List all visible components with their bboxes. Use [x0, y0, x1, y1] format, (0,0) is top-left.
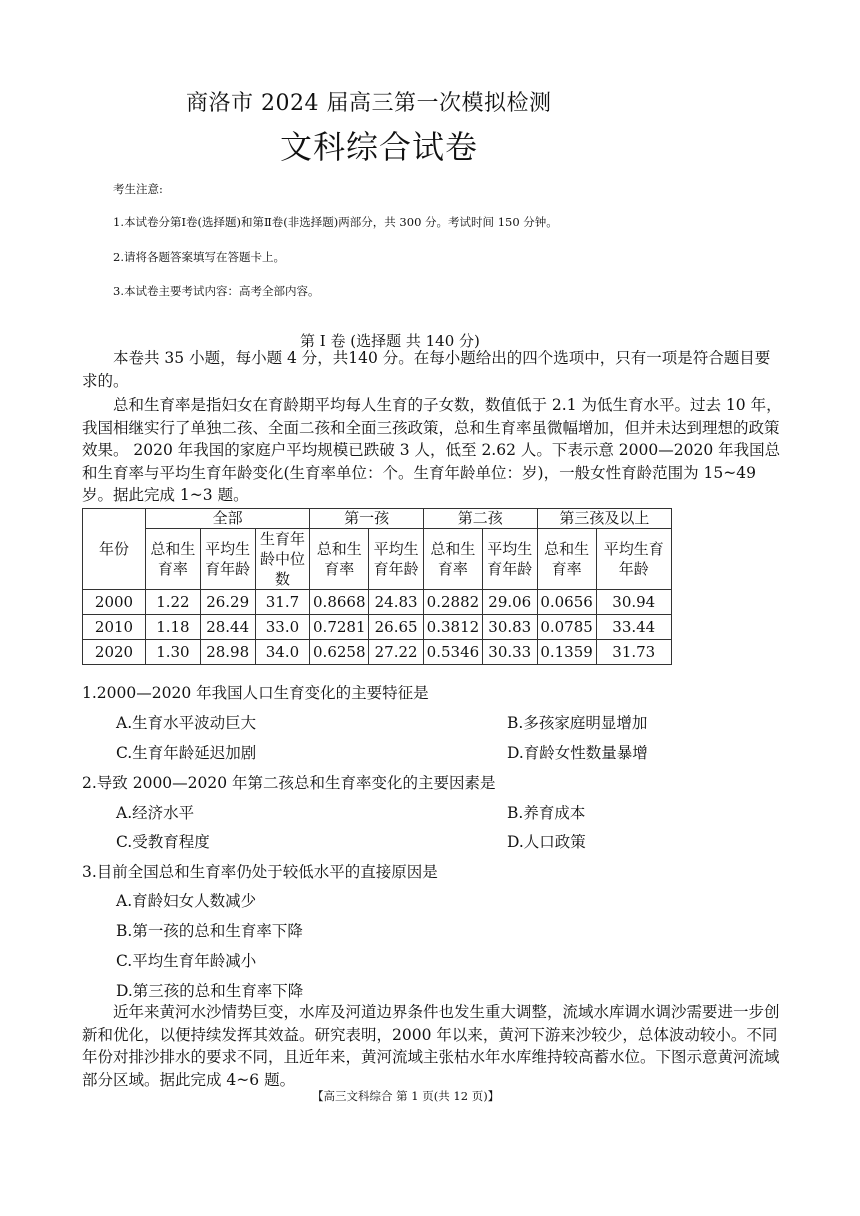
table-cell: 28.98: [200, 640, 255, 665]
table-cell: 2000: [83, 590, 146, 615]
q3-option-a: A.育龄妇女人数减少: [116, 892, 257, 910]
page-footer: 【高三文科综合 第 1 页(共 12 页)】: [312, 1089, 500, 1103]
table-cell: 30.33: [482, 640, 537, 665]
question-3-stem: 3.目前全国总和生育率仍处于较低水平的直接原因是: [82, 863, 438, 881]
group-header-third: 第三孩及以上: [537, 509, 671, 529]
notes-heading: 考生注意:: [113, 182, 163, 196]
table-cell: 2020: [83, 640, 146, 665]
subheader: 平均生育年龄: [596, 529, 671, 590]
table-cell: 33.0: [255, 615, 310, 640]
q2-option-d: D.人口政策: [507, 833, 586, 851]
q1-option-c: C.生育年龄延迟加剧: [116, 744, 257, 762]
subheader: 总和生育率: [537, 529, 596, 590]
subheader: 平均生育年龄: [200, 529, 255, 590]
exam-title-line2: 文科综合试卷: [280, 128, 479, 166]
table-cell: 34.0: [255, 640, 310, 665]
table-cell: 0.0785: [537, 615, 596, 640]
group-header-first: 第一孩: [310, 509, 424, 529]
question-2-stem: 2.导致 2000—2020 年第二孩总和生育率变化的主要因素是: [82, 774, 496, 792]
year-header: 年份: [83, 509, 146, 590]
subheader: 总和生育率: [146, 529, 201, 590]
table-cell: 0.3812: [423, 615, 482, 640]
table-cell: 2010: [83, 615, 146, 640]
table-cell: 0.0656: [537, 590, 596, 615]
group-header-all: 全部: [146, 509, 310, 529]
fertility-table: [82, 508, 672, 665]
table-cell: 26.65: [369, 615, 424, 640]
table-cell: 30.83: [482, 615, 537, 640]
table-cell: 1.22: [146, 590, 201, 615]
subheader: 生育年龄中位数: [255, 529, 310, 590]
table-cell: 0.6258: [310, 640, 369, 665]
q3-option-d: D.第三孩的总和生育率下降: [116, 982, 304, 1000]
section-instruction: 本卷共 35 小题，每小题 4 分，共140 分。在每小题给出的四个选项中，只有一项是符合题目要求的。: [82, 349, 771, 390]
table-cell: 1.30: [146, 640, 201, 665]
passage-fertility: 总和生育率是指妇女在育龄期平均每人生育的子女数，数值低于 2.1 为低生育水平。过去 10 年，我国相继实行了单独二孩、全面二孩和全面三孩政策，总和生育率虽微幅增加，但并未达到理想的政策效果。 2020 年我国的家庭户平均规模已跌破 3 人，低至 2.62 人。下表示意 2000—2020 年我国总和生育率与平均生育年龄变化(生育率单位：个。生育年龄单位：岁)，一般女性育龄范围为 15~49 岁。据此完成 1~3 题。: [82, 396, 782, 504]
note-item-3: 3.本试卷主要考试内容：高考全部内容。: [113, 284, 320, 298]
table-row: [83, 640, 672, 665]
table-cell: 1.18: [146, 615, 201, 640]
note-item-2: 2.请将各题答案填写在答题卡上。: [113, 250, 285, 264]
table-cell: 0.7281: [310, 615, 369, 640]
table-cell: 0.2882: [423, 590, 482, 615]
table-cell: 26.29: [200, 590, 255, 615]
subheader: 平均生育年龄: [369, 529, 424, 590]
table-row: [83, 590, 672, 615]
q2-option-b: B.养育成本: [507, 804, 586, 822]
passage-yellow-river: 近年来黄河水沙情势巨变，水库及河道边界条件也发生重大调整，流域水库调水调沙需要进一步创新和优化，以便持续发挥其效益。研究表明，2000 年以来，黄河下游来沙较少，总体波动较小。不同年份对排沙排水的要求不同，且近年来，黄河流域主张枯水年水库维持较高蓄水位。下图示意黄河流域部分区域。据此完成 4~6 题。: [82, 1003, 780, 1089]
table-cell: 27.22: [369, 640, 424, 665]
q3-option-c: C.平均生育年龄减小: [116, 952, 257, 970]
q1-option-a: A.生育水平波动巨大: [116, 714, 257, 732]
table-cell: 0.8668: [310, 590, 369, 615]
table-cell: 30.94: [596, 590, 671, 615]
q3-option-b: B.第一孩的总和生育率下降: [116, 922, 303, 940]
table-cell: 0.5346: [423, 640, 482, 665]
q2-option-c: C.受教育程度: [116, 833, 210, 851]
table-cell: 28.44: [200, 615, 255, 640]
q1-option-d: D.育龄女性数量暴增: [507, 744, 648, 762]
question-1-stem: 1.2000—2020 年我国人口生育变化的主要特征是: [82, 684, 429, 702]
table-cell: 24.83: [369, 590, 424, 615]
table-cell: 0.1359: [537, 640, 596, 665]
group-header-second: 第二孩: [423, 509, 537, 529]
subheader: 平均生育年龄: [482, 529, 537, 590]
table-cell: 31.73: [596, 640, 671, 665]
table-row: [83, 615, 672, 640]
q1-option-b: B.多孩家庭明显增加: [507, 714, 648, 732]
subheader: 总和生育率: [310, 529, 369, 590]
exam-title-line1: 商洛市 2024 届高三第一次模拟检测: [186, 91, 552, 116]
q2-option-a: A.经济水平: [116, 804, 195, 822]
section-title: 第 Ⅰ 卷 (选择题 共 140 分): [300, 332, 480, 350]
note-item-1: 1.本试卷分第Ⅰ卷(选择题)和第Ⅱ卷(非选择题)两部分，共 300 分。考试时间 150 分钟。: [113, 215, 558, 229]
table-cell: 33.44: [596, 615, 671, 640]
table-cell: 31.7: [255, 590, 310, 615]
table-cell: 29.06: [482, 590, 537, 615]
subheader: 总和生育率: [423, 529, 482, 590]
